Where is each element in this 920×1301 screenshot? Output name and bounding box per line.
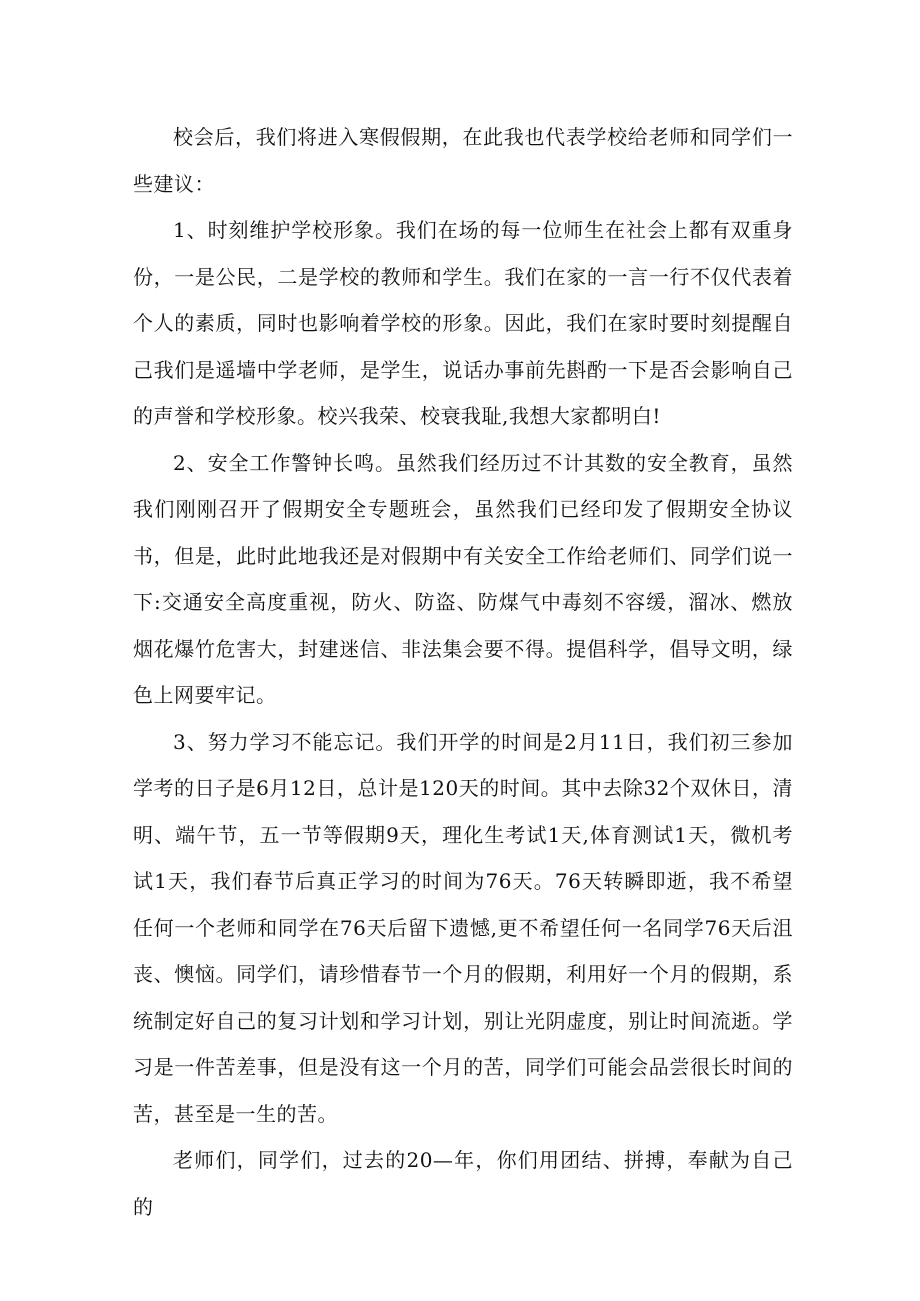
paragraph-intro: 校会后，我们将进入寒假假期，在此我也代表学校给老师和同学们一些建议： [133,125,793,196]
document-body [133,114,793,1230]
paragraph-closing: 老师们，同学们，过去的20—年，你们用团结、拼搏，奉献为自己的 [133,1148,793,1219]
paragraph-safety: 2、安全工作警钟长鸣。虽然我们经历过不计其数的安全教育，虽然我们刚刚召开了假期安全专题班会，虽然我们已经印发了假期安全协议书，但是，此时此地我还是对假期中有关安全工作给老师们、同学们说一下:交通安全高度重视，防火、防盗、防煤气中毒刻不容缓，溜冰、燃放烟花爆竹危害大，封建迷信、非法集会要不得。提倡科学，倡导文明，绿色上网要牢记。 [133,450,793,707]
paragraph-school-image: 1、时刻维护学校形象。我们在场的每一位师生在社会上都有双重身份，一是公民，二是学校的教师和学生。我们在家的一言一行不仅代表着个人的素质，同时也影响着学校的形象。因此，我们在家时要时刻提醒自己我们是遥墙中学老师，是学生，说话办事前先斟酌一下是否会影响自己的声誉和学校形象。校兴我荣、校衰我耻,我想大家都明白! [133,218,793,428]
paragraph-study: 3、努力学习不能忘记。我们开学的时间是2月11日，我们初三参加学考的日子是6月12日，总计是120天的时间。其中去除32个双休日，清明、端午节，五一节等假期9天，理化生考试1天,体育测试1天，微机考试1天，我们春节后真正学习的时间为76天。76天转瞬即逝，我不希望任何一个老师和同学在76天后留下遗憾,更不希望任何一名同学76天后沮丧、懊恼。同学们，请珍惜春节一个月的假期，利用好一个月的假期，系统制定好自己的复习计划和学习计划，别让光阴虚度，别让时间流逝。学习是一件苦差事，但是没有这一个月的苦，同学们可能会品尝很长时间的苦，甚至是一生的苦。 [133,729,793,1126]
